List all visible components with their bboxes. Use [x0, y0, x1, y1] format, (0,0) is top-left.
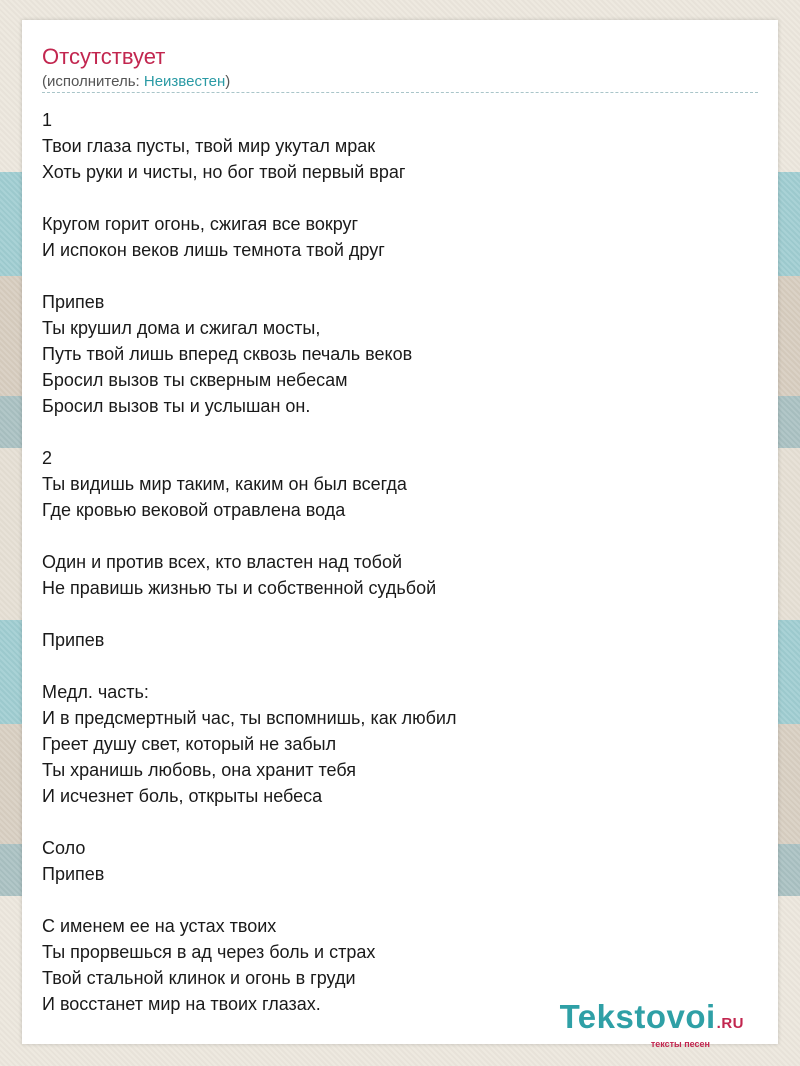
- divider: [42, 92, 758, 93]
- lyric-line: [42, 601, 758, 627]
- artist-suffix: ): [225, 73, 231, 90]
- logo-name: Tekstovoi: [559, 998, 716, 1035]
- lyric-line: Бросил вызов ты скверным небесам: [42, 370, 348, 390]
- logo-tagline: тексты песен: [650, 1039, 710, 1049]
- lyric-line: Не правишь жизнью ты и собственной судьбой: [42, 578, 437, 598]
- lyric-line: И исчезнет боль, открыты небеса: [42, 786, 323, 806]
- lyric-line: И испокон веков лишь темнота твой друг: [42, 240, 385, 260]
- lyric-line: Греет душу свет, который не забыл: [42, 734, 337, 754]
- lyric-line: [42, 419, 758, 445]
- lyric-line: Путь твой лишь вперед сквозь печаль веков: [42, 344, 413, 364]
- lyric-line: [42, 523, 758, 549]
- lyric-line: Твои глаза пусты, твой мир укутал мрак: [42, 136, 376, 156]
- lyric-line: [42, 887, 758, 913]
- lyric-line: [42, 653, 758, 679]
- lyric-line: И восстанет мир на твоих глазах.: [42, 994, 321, 1014]
- lyric-line: С именем ее на устах твоих: [42, 916, 277, 936]
- lyric-line: [42, 809, 758, 835]
- site-logo[interactable]: [560, 1000, 744, 1049]
- artist-line: [42, 73, 230, 91]
- lyric-line: Ты видишь мир таким, каким он был всегда: [42, 474, 407, 494]
- lyric-line: Ты прорвешься в ад через боль и страх: [42, 942, 376, 962]
- lyric-line: [42, 185, 758, 211]
- lyric-line: Припев: [42, 630, 105, 650]
- lyric-line: 2: [42, 448, 53, 468]
- lyric-line: Медл. часть:: [42, 682, 149, 702]
- lyric-line: Твой стальной клинок и огонь в груди: [42, 968, 356, 988]
- artist-prefix: (исполнитель:: [42, 73, 144, 90]
- lyric-line: Припев: [42, 292, 105, 312]
- lyric-line: Ты хранишь любовь, она хранит тебя: [42, 760, 356, 780]
- lyric-line: [42, 263, 758, 289]
- lyric-line: Хоть руки и чисты, но бог твой первый враг: [42, 162, 406, 182]
- artist-link[interactable]: Неизвестен: [143, 73, 226, 90]
- lyric-line: И в предсмертный час, ты вспомнишь, как любил: [42, 708, 457, 728]
- lyric-line: Ты крушил дома и сжигал мосты,: [42, 318, 321, 338]
- lyrics-card: [22, 20, 778, 1049]
- lyric-line: Припев: [42, 864, 105, 884]
- lyric-line: 1: [42, 110, 53, 130]
- song-title: Отсутствует: [42, 44, 166, 69]
- lyric-line: Бросил вызов ты и услышан он.: [42, 396, 311, 416]
- lyric-line: Кругом горит огонь, сжигая все вокруг: [42, 214, 359, 234]
- lyric-line: Один и против всех, кто властен над тобой: [42, 552, 403, 572]
- lyric-line: Где кровью вековой отравлена вода: [42, 500, 346, 520]
- logo-domain: .RU: [716, 1015, 744, 1032]
- lyrics-text: [42, 107, 758, 1017]
- lyric-line: Соло: [42, 838, 86, 858]
